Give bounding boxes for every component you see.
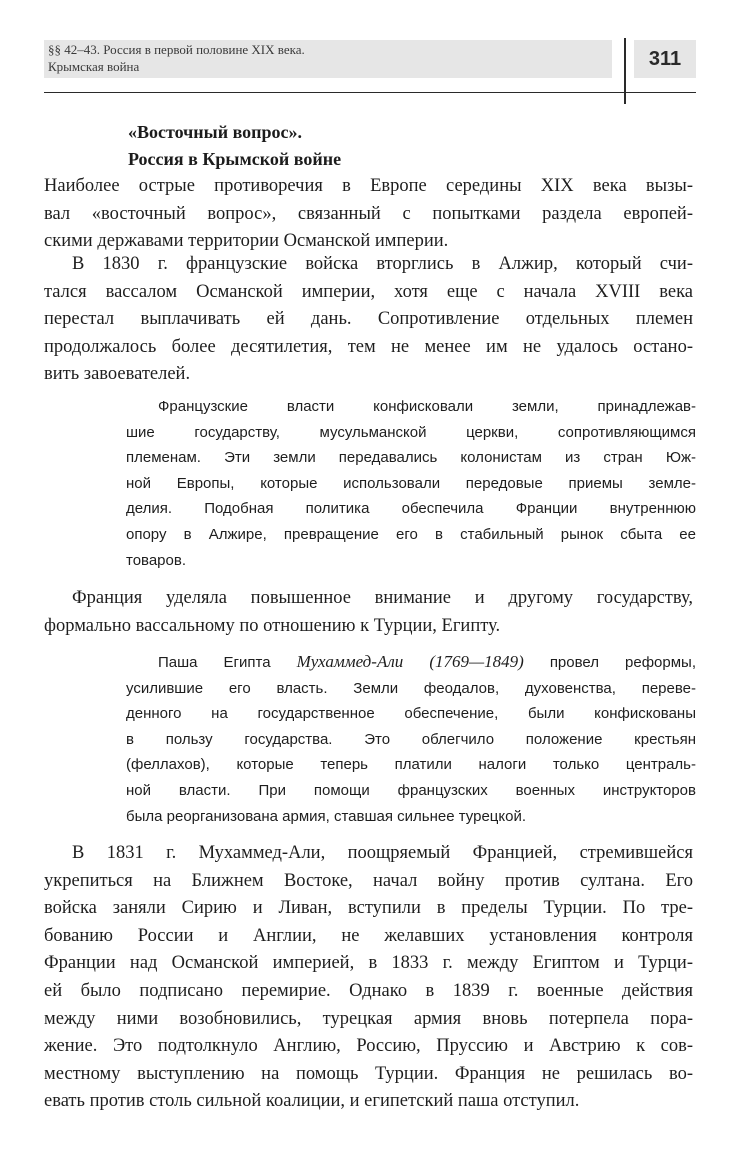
text-line: скими державами территории Османской империи.: [44, 231, 449, 252]
paragraph-4: [44, 840, 693, 1116]
insert-block-1: [126, 394, 696, 573]
text-line: ной Европы, которые использовали передовые приемы земле-: [126, 474, 696, 492]
text-line: перестал выплачивать ей дань. Сопротивление отдельных племен: [44, 309, 693, 330]
running-header-section: §§ 42–43. Россия в первой половине XIX века.: [48, 42, 305, 57]
insert-2-line-1-prefix: Паша Египта: [158, 654, 297, 671]
section-heading-line-1: «Восточный вопрос».: [128, 122, 303, 142]
insert-block-2: [126, 649, 696, 829]
text-line: бованию России и Англии, не желавших установления контроля: [44, 925, 693, 946]
running-header-subtitle: Крымская война: [48, 59, 140, 74]
text-line: [126, 649, 696, 676]
text-line: В 1830 г. французские войска вторглись в Алжир, который счи-: [72, 254, 693, 274]
paragraph-2: [44, 251, 693, 389]
text-line: укрепиться на Ближнем Востоке, начал войну против султана. Его: [44, 870, 693, 891]
text-line: Франция уделяла повышенное внимание и другому государству,: [72, 588, 693, 608]
text-line: В 1831 г. Мухаммед-Али, поощряемый Францией, стремившейся: [72, 843, 693, 863]
text-line: племенам. Эти земли передавались колонистам из стран Юж-: [126, 449, 696, 467]
text-line: в пользу государства. Это облегчило положение крестьян: [126, 730, 696, 748]
person-name-dates: Мухаммед-Али (1769—1849): [296, 652, 524, 671]
text-line: между ними возобновились, турецкая армия вновь потерпела пора-: [44, 1008, 693, 1029]
running-header: [48, 41, 608, 75]
header-vertical-divider: [624, 38, 626, 104]
text-line: была реорганизована армия, ставшая сильнее турецкой.: [126, 807, 526, 825]
section-heading-line-2: Россия в Крымской войне: [128, 149, 342, 169]
text-line: продолжалось более десятилетия, тем не менее им не удалось остано-: [44, 336, 693, 357]
text-line: товаров.: [126, 551, 187, 569]
text-line: Французские власти конфисковали земли, принадлежав-: [158, 398, 696, 415]
page-number: 311: [634, 40, 696, 78]
text-line: опору в Алжире, превращение его в стабильный рынок сбыта ее: [126, 525, 696, 543]
text-line: вить завоевателей.: [44, 364, 191, 385]
section-heading: [128, 119, 341, 173]
text-line: жение. Это подтолкнуло Англию, Россию, Пруссию и Австрию к сов-: [44, 1036, 693, 1057]
text-line: делия. Подобная политика обеспечила Франции внутреннюю: [126, 500, 696, 518]
text-line: шие государству, мусульманской церкви, сопротивляющимся: [126, 423, 696, 441]
text-line: Франции над Османской империей, в 1833 г. между Египтом и Турци-: [44, 953, 693, 974]
paragraph-1: [44, 173, 693, 256]
text-line: денного на государственное обеспечение, были конфискованы: [126, 705, 696, 723]
header-rule: [44, 92, 696, 93]
text-line: евать против столь сильной коалиции, и египетский паша отступил.: [44, 1091, 580, 1112]
text-line: ной власти. При помощи французских военных инструкторов: [126, 781, 696, 799]
text-line: местному выступлению на помощь Турции. Франция не решилась во-: [44, 1063, 693, 1084]
text-line: (феллахов), которые теперь платили налоги только централь-: [126, 756, 696, 774]
text-line: вал «восточный вопрос», связанный с попытками раздела европей-: [44, 203, 693, 224]
text-line: войска заняли Сирию и Ливан, вступили в пределы Турции. По тре-: [44, 898, 693, 919]
text-line: формально вассальному по отношению к Турции, Египту.: [44, 615, 501, 636]
text-line: ей было подписано перемирие. Однако в 1839 г. военные действия: [44, 980, 693, 1001]
text-line: усилившие его власть. Земли феодалов, духовенства, переве-: [126, 679, 696, 697]
text-line: тался вассалом Османской империи, хотя еще с начала XVIII века: [44, 281, 693, 302]
paragraph-3: [44, 585, 693, 640]
insert-2-line-1-suffix: провел реформы,: [523, 654, 697, 671]
text-line: Наиболее острые противоречия в Европе середины XIX века вызы-: [44, 176, 693, 196]
